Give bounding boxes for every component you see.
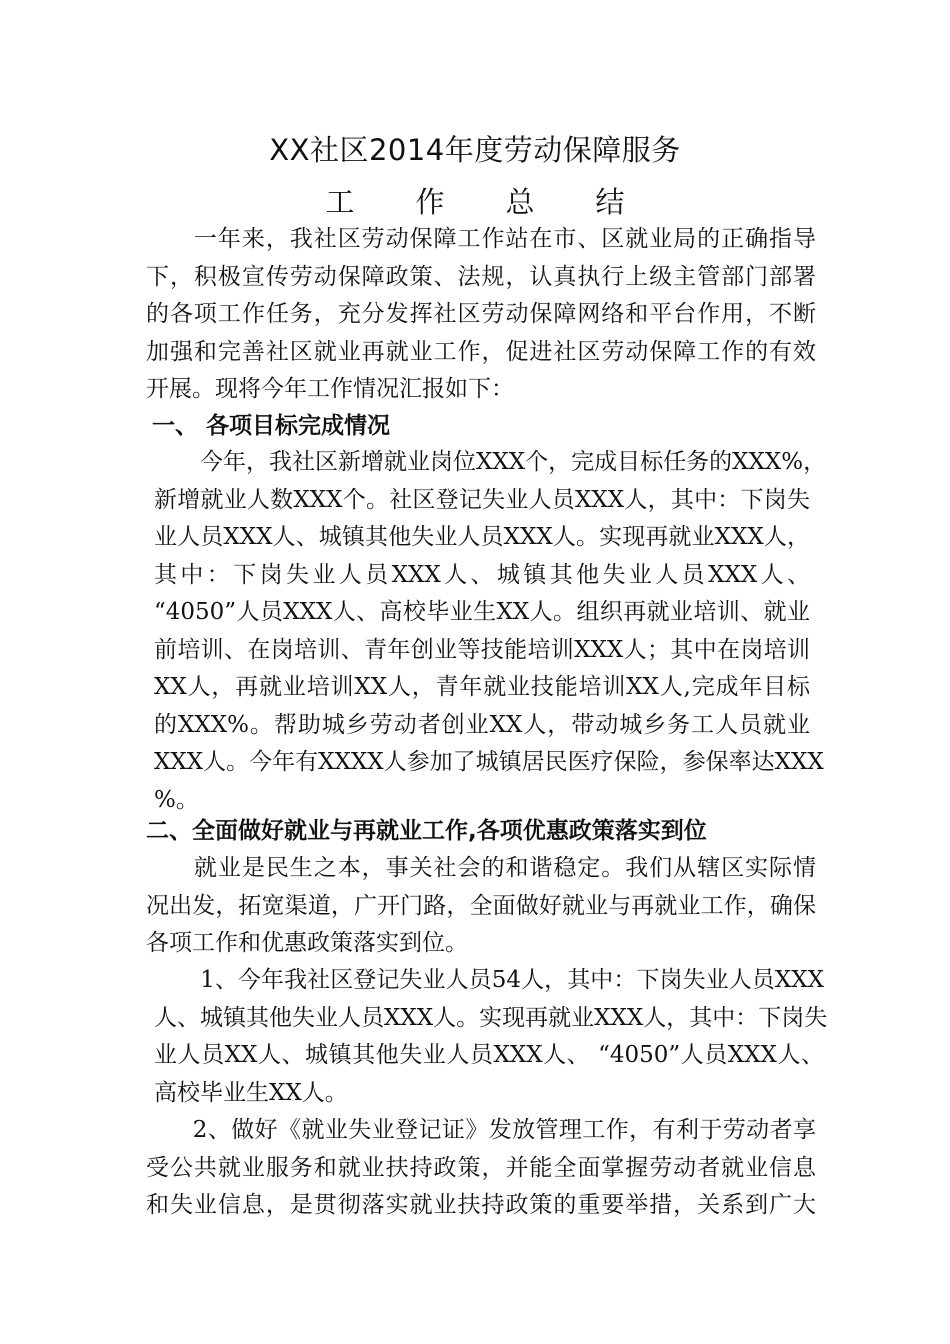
text-line: 其中：下岗失业人员XXX人、城镇其他失业人员XXX人、 [154,561,810,588]
document-subtitle [0,182,950,222]
text-line: 各项工作和优惠政策落实到位。 [146,930,468,956]
text-line: 的XXX%。帮助城乡劳动者创业XX人，带动城乡务工人员就业 [154,711,810,738]
text-line: 2、做好《就业失业登记证》发放管理工作，有利于劳动者享 [146,1117,816,1143]
subtitle-char: 工 [325,185,355,219]
intro-paragraph [146,221,816,409]
section-2-intro-paragraph [146,850,816,963]
text-line: 1、今年我社区登记失业人员54人，其中：下岗失业人员XXX [154,967,824,993]
text-line: %。 [154,786,199,813]
text-line: 人、城镇其他失业人员XXX人。实现再就业XXX人，其中：下岗失 [154,1004,828,1031]
text-line: 开展。现将今年工作情况汇报如下： [146,376,514,402]
text-line: “4050”人员XXX人、高校毕业生XX人。组织再就业培训、就业 [154,599,810,625]
subtitle-char: 作 [415,185,445,219]
text-line: 新增就业人数XXX个。社区登记失业人员XXX人，其中：下岗失 [154,486,810,513]
item-2-paragraph [146,1112,816,1225]
text-line: 况出发，拓宽渠道，广开门路，全面做好就业与再就业工作，确保 [146,892,816,919]
text-line: XXX人。今年有XXXX人参加了城镇居民医疗保险，参保率达XXX [154,749,824,775]
text-line: 前培训、在岗培训、青年创业等技能培训XXX人；其中在岗培训 [154,636,810,663]
text-line: 受公共就业服务和就业扶持政策，并能全面掌握劳动者就业信息 [146,1154,816,1181]
subtitle-char: 总 [505,185,535,219]
section-1-heading: 一、 各项目标完成情况 [152,413,391,439]
text-line: 下，积极宣传劳动保障政策、法规，认真执行上级主管部门部署 [146,263,816,290]
text-line: 就业是民生之本，事关社会的和谐稳定。我们从辖区实际情 [146,855,816,881]
text-line: 高校毕业生XX人。 [154,1079,348,1106]
text-line: 业人员XX人、城镇其他失业人员XXX人、 “4050”人员XXX人、 [154,1042,824,1068]
text-line: XX人，再就业培训XX人，青年就业技能培训XX人,完成年目标 [154,674,810,700]
text-line: 业人员XXX人、城镇其他失业人员XXX人。实现再就业XXX人， [154,524,810,550]
document-title: XX社区2014年度劳动保障服务 [269,133,681,167]
text-line: 和失业信息，是贯彻落实就业扶持政策的重要举措，关系到广大 [146,1192,816,1218]
text-line: 今年，我社区新增就业岗位XXX个，完成目标任务的XXX%， [154,449,827,475]
section-1-paragraph [154,444,827,819]
text-line: 一年来，我社区劳动保障工作站在市、区就业局的正确指导 [146,226,816,252]
section-2-heading: 二、全面做好就业与再就业工作,各项优惠政策落实到位 [146,818,707,844]
text-line: 加强和完善社区就业再就业工作，促进社区劳动保障工作的有效 [146,338,816,365]
subtitle-char: 结 [595,185,625,219]
text-line: 的各项工作任务，充分发挥社区劳动保障网络和平台作用，不断 [146,301,816,327]
item-1-paragraph [154,962,828,1112]
